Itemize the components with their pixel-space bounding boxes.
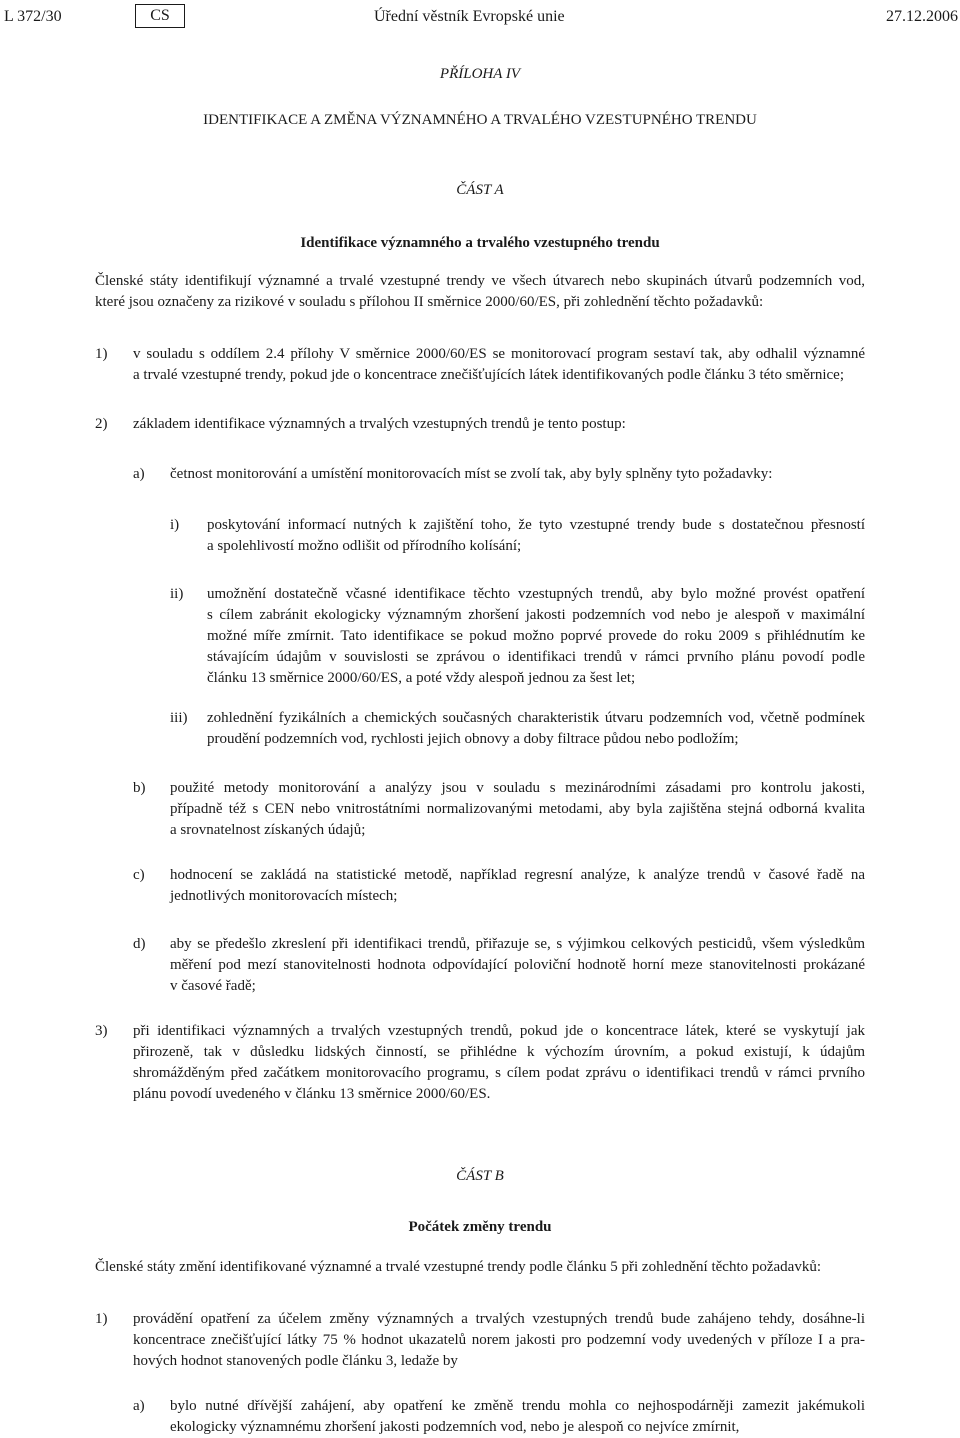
part-a-item-2b	[170, 778, 865, 841]
part-b-item-1a	[170, 1396, 865, 1438]
item-number: 1)	[95, 346, 108, 362]
part-a-label: ČÁST A	[456, 182, 504, 198]
text-line: Členské státy identifikují významné a trvalé vzestupné trendy ve všech útvarech nebo skupinách útvarů podzemních vod,	[95, 273, 865, 289]
text-line: a srovnatelnost získaných údajů;	[170, 822, 366, 838]
text-line: měření pod mezí stanovitelnosti hodnota odpovídající poloviční hodnotě horní meze stanovitelnosti prokázané	[170, 957, 865, 973]
item-number: a)	[133, 466, 145, 482]
part-b-item-1	[133, 1309, 865, 1372]
part-a-item-2a: četnost monitorování a umístění monitorovacích míst se zvolí tak, aby byly splněny tyto požadavky:	[170, 466, 773, 482]
item-number: i)	[170, 517, 180, 533]
part-a-item-2c	[170, 865, 865, 907]
annex-label: PŘÍLOHA IV	[439, 66, 521, 82]
text-line: jednotlivých monitorovacích místech;	[170, 888, 398, 904]
language-badge: CS	[135, 4, 185, 28]
text-line: v souladu s oddílem 2.4 přílohy V směrnice 2000/60/ES se monitorovací program sestaví tak, aby odhalil významné	[133, 346, 865, 362]
text-line: zohlednění fyzikálních a chemických současných charakteristik útvaru podzemních vod, včetně podmínek	[207, 710, 865, 726]
part-b-intro: Členské státy změní identifikované významné a trvalé vzestupné trendy podle článku 5 při zohlednění těchto požadavků:	[95, 1259, 822, 1275]
text-line: hových hodnot stanovených podle článku 3, ledaže by	[133, 1353, 458, 1369]
text-line: a trvalé vzestupné trendy, pokud jde o koncentrace znečišťujících látek identifikovaných podle článku 3 této směrnice;	[133, 367, 845, 383]
item-number: a)	[133, 1398, 145, 1414]
text-line: proudění podzemních vod, rychlosti jejich obnovy a doby filtrace půdou nebo podložím;	[207, 731, 739, 747]
text-line: v časové řadě;	[170, 978, 256, 994]
item-number: 1)	[95, 1311, 108, 1327]
text-line: možné míře zmírnit. Tato identifikace se pokud možno poprvé provede do roku 2009 s přihlédnutím ke	[207, 628, 865, 644]
text-line: které jsou označeny za rizikové v souladu s přílohou II směrnice 2000/60/ES, při zohlednění těchto požadavků:	[95, 294, 764, 310]
part-b-label: ČÁST B	[456, 1168, 504, 1184]
text-line: koncentrace znečišťující látky 75 % hodnot ukazatelů norem jakosti pro podzemní vody uvedených v příloze I a pra-	[133, 1332, 865, 1348]
page-header	[0, 4, 960, 28]
part-a-heading: Identifikace významného a trvalého vzestupného trendu	[300, 235, 660, 251]
text-line: bylo nutné dřívější zahájení, aby opatření ke změně trendu mohla co nejhospodárněji zamezit jakémukoli	[170, 1398, 865, 1414]
text-line: použité metody monitorování a analýzy jsou v souladu s mezinárodními zásadami pro kontrolu jakosti,	[170, 780, 865, 796]
item-number: b)	[133, 780, 146, 796]
text-line: přirozeně, tak v důsledku lidských činností, se přihlédne k výchozím úrovním, a pokud existují, k údajům	[133, 1044, 865, 1060]
item-number: d)	[133, 936, 146, 952]
text-line: s cílem zabránit ekologicky významným zhoršení jakosti podzemních vod nebo je alespoň v maximální	[207, 607, 865, 623]
text-line: hodnocení se zakládá na statistické metodě, například regresní analýze, k analýze trendů v časové řadě na	[170, 867, 865, 883]
item-number: 2)	[95, 416, 108, 432]
part-a-item-2d	[170, 934, 865, 997]
part-a-item-2: základem identifikace významných a trvalých vzestupných trendů je tento postup:	[133, 416, 626, 432]
text-line: umožnění dostatečně včasné identifikace těchto vzestupných trendů, aby bylo možné provést opatření	[207, 586, 865, 602]
part-a-item-3	[133, 1021, 865, 1105]
page-reference: L 372/30	[4, 8, 62, 25]
text-line: stávajícím údajům v souvislosti se zprávou o identifikaci trendů v rámci prvního plánu povodí podle	[207, 649, 865, 665]
item-number: c)	[133, 867, 145, 883]
text-line: článku 13 směrnice 2000/60/ES, a poté vždy alespoň jednou za šest let;	[207, 670, 636, 686]
item-number: 3)	[95, 1023, 108, 1039]
text-line: a spolehlivostí možno odlišit od přírodního kolísání;	[207, 538, 522, 554]
part-a-item-1	[133, 344, 865, 386]
text-line: ekologicky významnému zhoršení jakosti podzemních vod, nebo je alespoň co nejvíce zmírnit,	[170, 1419, 740, 1435]
part-a-item-2a-i	[207, 515, 865, 557]
text-line: aby se předešlo zkreslení při identifikaci trendů, přiřazuje se, s výjimkou celkových pesticidů, všem výsledkům	[170, 936, 865, 952]
text-line: plánu povodí uvedeného v článku 13 směrnice 2000/60/ES.	[133, 1086, 491, 1102]
text-line: při identifikaci významných a trvalých vzestupných trendů, pokud jde o koncentrace látek, které se vyskytují jak	[133, 1023, 865, 1039]
part-a-intro	[95, 271, 865, 313]
text-line: poskytování informací nutných k zajištění toho, že tyto vzestupné trendy bude s dostatečnou přesností	[207, 517, 865, 533]
publication-date: 27.12.2006	[886, 8, 958, 25]
text-line: shromážděným před začátkem monitorovacího programu, s cílem podat zprávu o identifikaci trendů v rámci prvního	[133, 1065, 865, 1081]
item-number: ii)	[170, 586, 184, 602]
annex-title: IDENTIFIKACE A ZMĚNA VÝZNAMNÉHO A TRVALÉHO VZESTUPNÉHO TRENDU	[203, 112, 757, 128]
text-line: provádění opatření za účelem změny významných a trvalých vzestupných trendů bude zahájeno tehdy, dosáhne-li	[133, 1311, 865, 1327]
part-b-heading: Počátek změny trendu	[408, 1219, 552, 1235]
text-line: případně též s CEN nebo vnitrostátními normalizovanými metodami, aby byla zajištěna stejná odborná kvalita	[170, 801, 865, 817]
journal-title: Úřední věstník Evropské unie	[374, 8, 565, 25]
part-a-item-2a-iii	[207, 708, 865, 750]
part-a-item-2a-ii	[207, 584, 865, 689]
item-number: iii)	[170, 710, 188, 726]
